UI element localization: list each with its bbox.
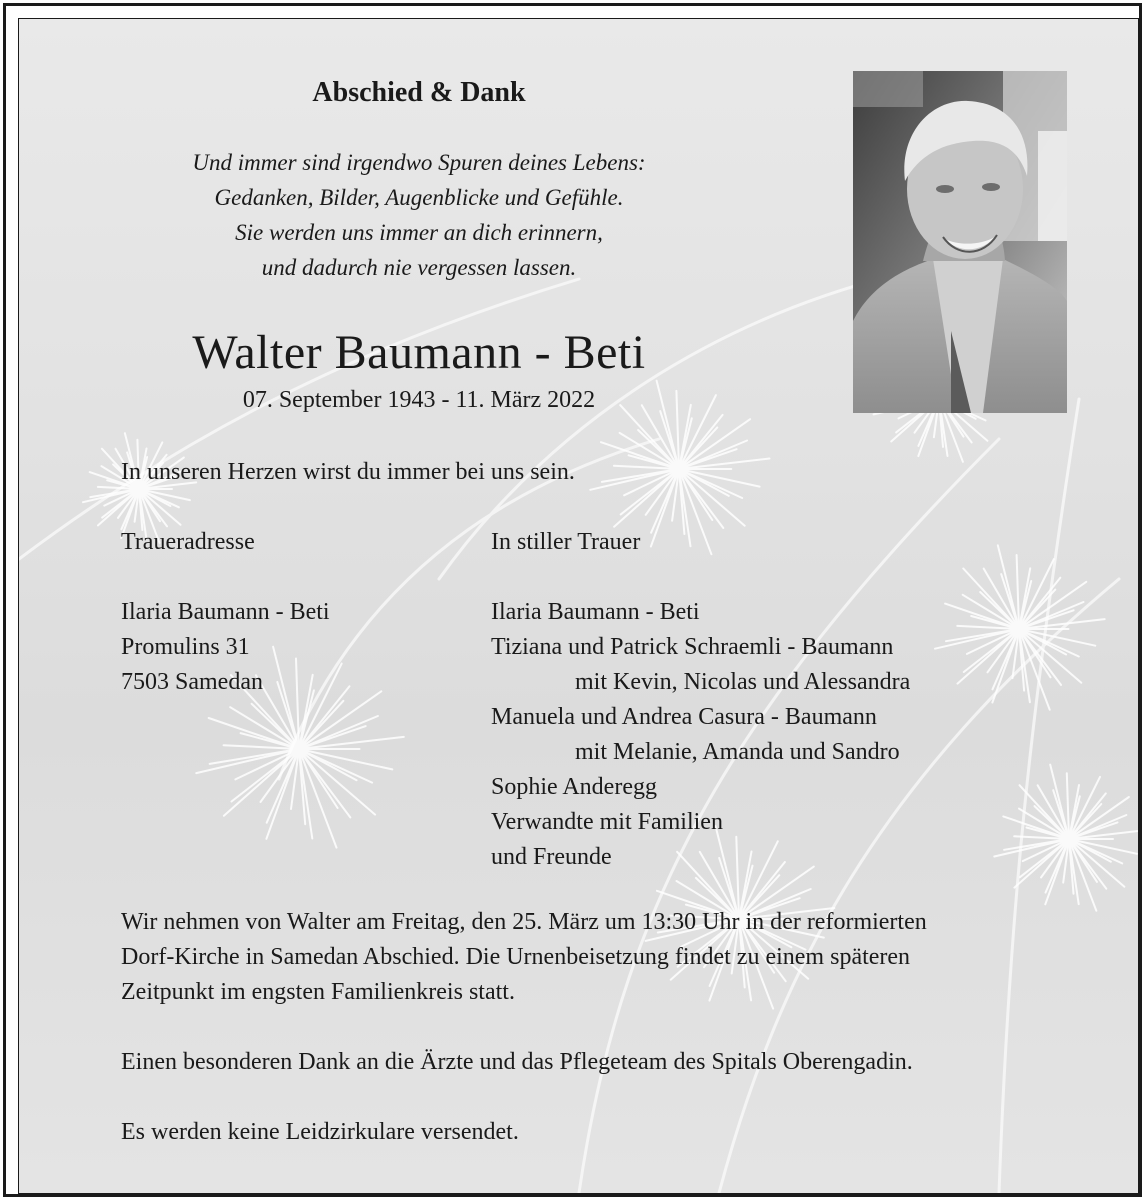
- ceremony-line: Zeitpunkt im engsten Familienkreis statt.: [121, 979, 515, 1005]
- address-line: Ilaria Baumann - Beti: [121, 599, 330, 625]
- mourner-line: und Freunde: [491, 844, 612, 870]
- thanks-text: Einen besonderen Dank an die Ärzte und das Pflegeteam des Spitals Oberengadin.: [121, 1049, 913, 1075]
- mourner-line: Tiziana und Patrick Schraemli - Baumann: [491, 634, 894, 660]
- ceremony-line: Wir nehmen von Walter am Freitag, den 25. März um 13:30 Uhr in der reformierten: [121, 909, 927, 935]
- quote-line: Sie werden uns immer an dich erinnern,: [235, 220, 603, 245]
- notice-outer-frame: [3, 3, 1142, 1197]
- mourner-line: mit Melanie, Amanda und Sandro: [575, 739, 900, 765]
- tagline: In unseren Herzen wirst du immer bei uns sein.: [121, 459, 575, 485]
- memorial-quote: [19, 145, 819, 285]
- address-line: Promulins 31: [121, 634, 250, 660]
- ceremony-paragraph: [121, 905, 927, 1010]
- mourner-line: Manuela und Andrea Casura - Baumann: [491, 704, 877, 730]
- life-dates: 07. September 1943 - 11. März 2022: [242, 387, 596, 413]
- quote-line: Und immer sind irgendwo Spuren deines Lebens:: [192, 150, 646, 175]
- portrait-photo: [853, 71, 1067, 413]
- no-circulars-text: Es werden keine Leidzirkulare versendet.: [121, 1119, 519, 1145]
- mourner-line: mit Kevin, Nicolas und Alessandra: [575, 669, 911, 695]
- mourner-line: Verwandte mit Familien: [491, 809, 723, 835]
- address-label: Traueradresse: [121, 529, 255, 555]
- quote-line: und dadurch nie vergessen lassen.: [261, 255, 577, 280]
- address-line: 7503 Samedan: [121, 669, 263, 695]
- notice-inner-frame: [18, 18, 1139, 1194]
- mourner-line: Ilaria Baumann - Beti: [491, 599, 700, 625]
- portrait-image: [853, 71, 1067, 413]
- notice-heading: Abschied & Dank: [312, 77, 526, 108]
- mourner-line: Sophie Anderegg: [491, 774, 657, 800]
- quote-line: Gedanken, Bilder, Augenblicke und Gefühle.: [214, 185, 624, 210]
- mourners-label: In stiller Trauer: [491, 529, 641, 555]
- ceremony-line: Dorf-Kirche in Samedan Abschied. Die Urnenbeisetzung findet zu einem späteren: [121, 944, 911, 970]
- deceased-name: Walter Baumann - Beti: [192, 326, 646, 379]
